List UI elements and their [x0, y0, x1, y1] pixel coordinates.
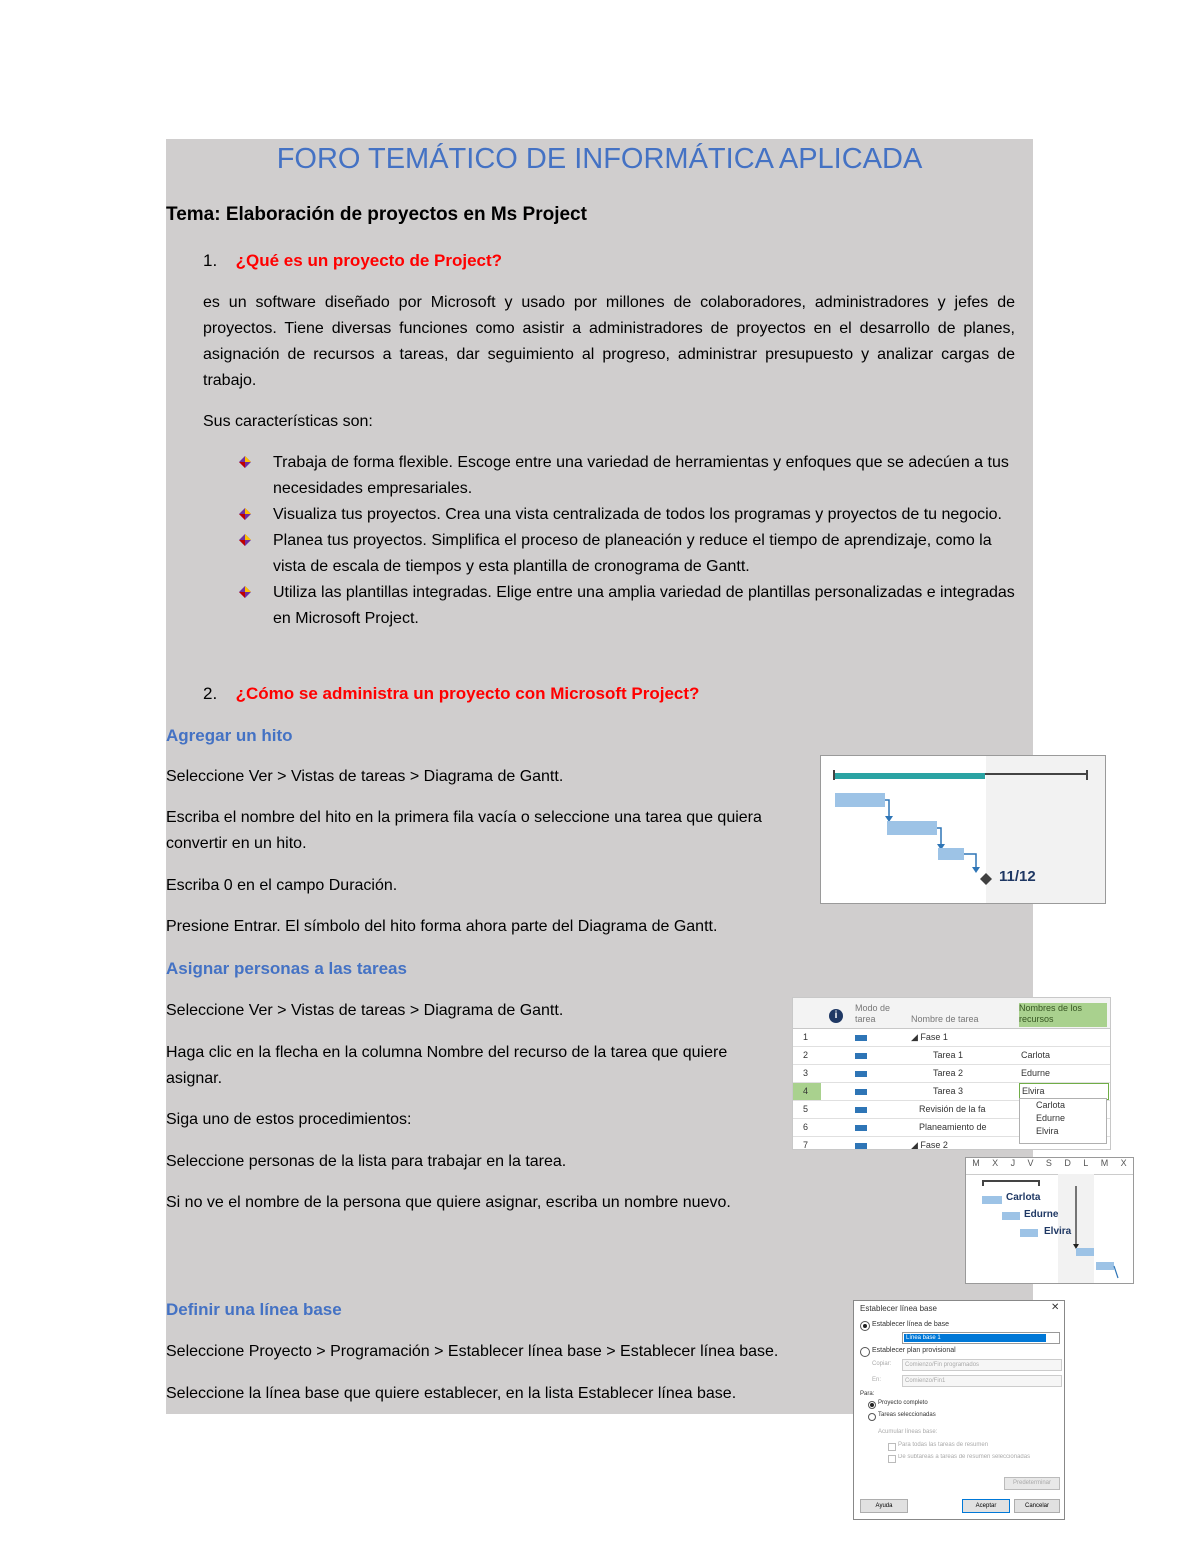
column-header-name: Nombre de tarea [911, 1014, 979, 1024]
list-item: Planea tus proyectos. Simplifica el proceso de planeación y reduce el tiempo de aprendizaje, como la vista de escala de tiempos y esta plantilla de cronograma de Gantt. [273, 528, 1015, 580]
paragraph: Siga uno de estos procedimientos: [166, 1111, 412, 1128]
table-row-selected: 4 Tarea 3 Elvira [793, 1083, 1110, 1101]
list-item: Utiliza las plantillas integradas. Elige entre una amplia variedad de plantillas personalizadas e integradas en Microsoft Project. [273, 580, 1015, 632]
resource-label: Elvira [1044, 1226, 1072, 1237]
gantt-milestone-figure [820, 755, 1106, 904]
resource-label: Edurne [1024, 1209, 1059, 1220]
table-row: 5 Revisión de la fa [793, 1101, 1110, 1119]
question-2 [203, 684, 699, 704]
option-label: Establecer plan provisional [872, 1347, 956, 1354]
paragraph: Seleccione Ver > Vistas de tareas > Diagrama de Gantt. [166, 1002, 564, 1019]
task-mode-icon [855, 1107, 867, 1113]
dropdown-option[interactable]: Edurne [1036, 1113, 1066, 1123]
table-row: 3 Tarea 2 Edurne [793, 1065, 1110, 1083]
into-select[interactable]: Comienzo/Fin1 [902, 1375, 1062, 1387]
paragraph: Si no ve el nombre de la persona que quiere asignar, escriba un nombre nuevo. [166, 1194, 731, 1211]
timeline-days: M X J V S D L M X [966, 1158, 1133, 1175]
gantt-chart-graphic [821, 756, 1105, 903]
question-1-text: ¿Qué es un proyecto de Project? [235, 251, 503, 270]
dropdown-option[interactable]: Elvira [1036, 1126, 1059, 1136]
resource-dropdown-list [1019, 1098, 1107, 1144]
task-mode-icon [855, 1143, 867, 1149]
bullet-icon [239, 534, 251, 546]
paragraph: Presione Entrar. El símbolo del hito forma ahora parte del Diagrama de Gantt. [166, 918, 718, 935]
paragraph: Haga clic en la flecha en la columna Nombre del recurso de la tarea que quiere asignar. [166, 1044, 728, 1087]
paragraph: Seleccione Ver > Vistas de tareas > Diagrama de Gantt. [166, 768, 564, 785]
option-label: Establecer línea de base [872, 1321, 950, 1328]
checkbox-summary-tasks[interactable] [888, 1443, 896, 1451]
paragraph: Escriba el nombre del hito en la primera fila vacía o seleccione una tarea que quiera convertir en un hito. [166, 809, 762, 852]
checkbox-subtasks[interactable] [888, 1455, 896, 1463]
default-button[interactable]: Predeterminar [1004, 1477, 1060, 1490]
radio-establish-baseline[interactable] [860, 1321, 870, 1331]
radio-selected-tasks[interactable] [868, 1413, 876, 1421]
gantt-resources-figure [965, 1157, 1134, 1284]
milestone-date-label: 11/12 [999, 868, 1036, 885]
section-add-milestone-title: Agregar un hito [166, 726, 293, 745]
paragraph: Seleccione Proyecto > Programación > Establecer línea base > Establecer línea base. [166, 1343, 779, 1360]
dropdown-option[interactable]: Carlota [1036, 1100, 1066, 1110]
task-mode-icon [855, 1071, 867, 1077]
section-assign-people-title: Asignar personas a las tareas [166, 959, 407, 978]
baseline-dialog: Establecer línea base ✕ Establecer línea de base Línea base 1 Establecer plan provisional Copiar: Comienzo/Fin programados En: Comienzo/Fin1 Para: Proyecto completo Tareas seleccionadas Acumular líneas base: Para todas las tareas de resumen De subtareas a tareas de resumen seleccionadas Predeterminar Ayuda Aceptar Cancelar [853, 1300, 1065, 1520]
task-mode-icon [855, 1053, 867, 1059]
question-2-text: ¿Cómo se administra un proyecto con Microsoft Project? [235, 684, 700, 703]
paragraph: Escriba 0 en el campo Duración. [166, 877, 398, 894]
resource-table-figure [792, 997, 1111, 1150]
page-title: FORO TEMÁTICO DE INFORMÁTICA APLICADA [276, 143, 923, 175]
column-header-resources: Nombres de los recursos [1019, 1003, 1107, 1027]
table-row: 1 ◢ Fase 1 [793, 1029, 1110, 1047]
question-2-number: 2. [203, 684, 218, 703]
radio-entire-project[interactable] [868, 1401, 876, 1409]
cancel-button[interactable]: Cancelar [1014, 1499, 1060, 1513]
copy-select[interactable]: Comienzo/Fin programados [902, 1359, 1062, 1371]
table-row: 7 ◢ Fase 2 [803, 1140, 948, 1150]
bullet-icon [239, 456, 251, 468]
resource-label: Carlota [1006, 1192, 1041, 1203]
table-row: 6 Planeamiento de [793, 1119, 1110, 1137]
info-icon: i [829, 1009, 843, 1023]
bullet-icon [239, 508, 251, 520]
feature-list [273, 450, 1015, 632]
paragraph: Seleccione personas de la lista para trabajar en la tarea. [166, 1153, 567, 1170]
list-item: Trabaja de forma flexible. Escoge entre una variedad de herramientas y enfoques que se adecúen a tus necesidades empresariales. [273, 450, 1015, 502]
baseline-select[interactable]: Línea base 1 [902, 1332, 1060, 1344]
question-1-number: 1. [203, 251, 218, 270]
dialog-title: Establecer línea base [860, 1304, 937, 1313]
help-button[interactable]: Ayuda [860, 1499, 908, 1513]
list-item: Visualiza tus proyectos. Crea una vista centralizada de todos los programas y proyectos de tu negocio. [273, 502, 1015, 528]
bullet-icon [239, 586, 251, 598]
features-intro: Sus características son: [203, 413, 373, 430]
paragraph: Seleccione la línea base que quiere establecer, en la lista Establecer línea base. [166, 1385, 737, 1402]
task-mode-icon [855, 1035, 867, 1041]
table-row: 2 Tarea 1 Carlota [793, 1047, 1110, 1065]
resource-dropdown[interactable]: Elvira [1019, 1083, 1109, 1100]
question-1 [203, 251, 502, 271]
ok-button[interactable]: Aceptar [962, 1499, 1010, 1513]
section-baseline-title: Definir una línea base [166, 1300, 342, 1319]
close-icon[interactable]: ✕ [1051, 1302, 1060, 1313]
radio-interim-plan[interactable] [860, 1347, 870, 1357]
task-mode-icon [855, 1089, 867, 1095]
answer-1-paragraph: es un software diseñado por Microsoft y usado por millones de colaboradores, administradores y jefes de proyectos. Tiene diversas funciones como asistir a administradores de proyectos en el desarrollo de planes, asignación de recursos a tareas, dar seguimiento al progreso, administrar presupuesto y analizar cargas de trabajo. [203, 294, 1015, 389]
topic-heading: Tema: Elaboración de proyectos en Ms Project [166, 204, 587, 225]
column-header-mode: Modo de tarea [855, 1003, 891, 1024]
task-mode-icon [855, 1125, 867, 1131]
